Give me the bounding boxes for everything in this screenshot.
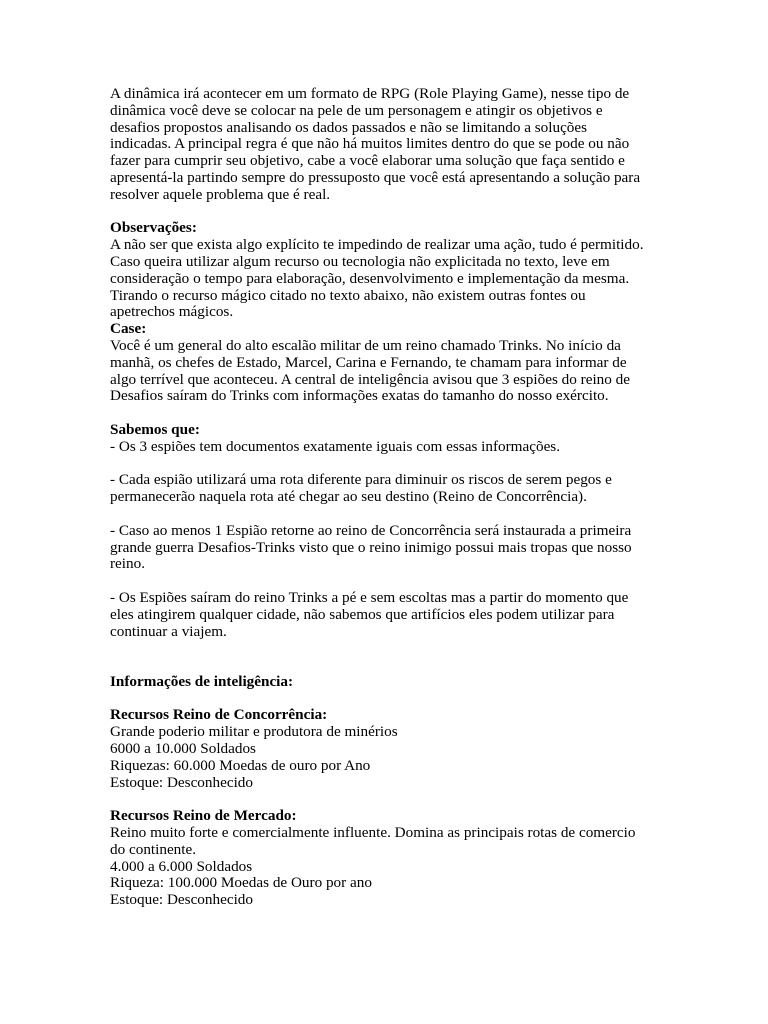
intel-heading: Informações de inteligência: [110, 672, 294, 690]
spacer [110, 204, 670, 221]
spacer [110, 456, 670, 473]
sabemos-item: - Os 3 espiões tem documentos exatamente iguais com essas informações. [110, 437, 561, 455]
spacer [110, 691, 670, 708]
mercado-line: Estoque: Desconhecido [110, 891, 253, 909]
sabemos-item: - Caso ao menos 1 Espião retorne ao reino de Concorrência será instaurada a primeira grande guerra Desafios-Trinks visto que o reino inimigo possui mais tropas que nosso reino. [110, 521, 632, 573]
observacoes-heading: Observações: [110, 219, 197, 237]
concorrencia-line: Grande poderio militar e produtora de minérios [110, 723, 398, 741]
concorrencia-line: Estoque: Desconhecido [110, 773, 253, 791]
spacer [110, 573, 670, 590]
spacer [110, 791, 670, 808]
spacer [110, 640, 670, 674]
document-body [110, 86, 670, 909]
sabemos-item: - Cada espião utilizará uma rota diferente para diminuir os riscos de serem pegos e permanecerão naquela rota até chegar ao seu destino (Reino de Concorrência). [110, 471, 612, 506]
mercado-line: Reino muito forte e comercialmente influente. Domina as principais rotas de comercio do continente. [110, 824, 636, 858]
observacoes-paragraph: A não ser que exista algo explícito te impedindo de realizar uma ação, tudo é permitido. Caso queira utilizar algum recurso ou tecnologia não explicitada no texto, leve em consideração o tempo para elaboração, desenvolvimento e implementação da mesma. Tirando o recurso mágico citado no texto abaixo, não existem outras fontes ou apetrechos mágicos. [110, 236, 644, 321]
intro-paragraph: A dinâmica irá acontecer em um formato de RPG (Role Playing Game), nesse tipo de dinâmica você deve se colocar na pele de um personagem e atingir os objetivos e desafios propostos analisando os dados passados e não se limitando a soluções indicadas. A principal regra é que não há muitos limites dentro do que se pode ou não fazer para cumprir seu objetivo, cabe a você elaborar uma solução que faça sentido e apresentá-la partindo sempre do pressuposto que você está apresentando a solução para resolver aquele problema que é real. [110, 85, 641, 203]
mercado-line: 4.000 a 6.000 Soldados [110, 857, 253, 875]
mercado-heading: Recursos Reino de Mercado: [110, 807, 297, 825]
mercado-line: Riqueza: 100.000 Moedas de Ouro por ano [110, 874, 372, 892]
sabemos-item: - Os Espiões saíram do reino Trinks a pé e sem escoltas mas a partir do momento que eles atingirem qualquer cidade, não sabemos que artifícios eles podem utilizar para continuar a viajem. [110, 588, 629, 640]
spacer [110, 506, 670, 523]
case-heading: Case: [110, 320, 147, 338]
case-paragraph: Você é um general do alto escalão militar de um reino chamado Trinks. No início da manhã, os chefes de Estado, Marcel, Carina e Fernando, te chamam para informar de algo terrível que aconteceu. A central de inteligência avisou que 3 espiões do reino de Desafios saíram do Trinks com informações exatas do tamanho do nosso exército. [110, 336, 630, 405]
concorrencia-heading: Recursos Reino de Concorrência: [110, 706, 328, 724]
concorrencia-line: 6000 a 10.000 Soldados [110, 740, 256, 758]
sabemos-heading: Sabemos que: [110, 420, 200, 438]
concorrencia-line: Riquezas: 60.000 Moedas de ouro por Ano [110, 756, 371, 774]
spacer [110, 405, 670, 422]
